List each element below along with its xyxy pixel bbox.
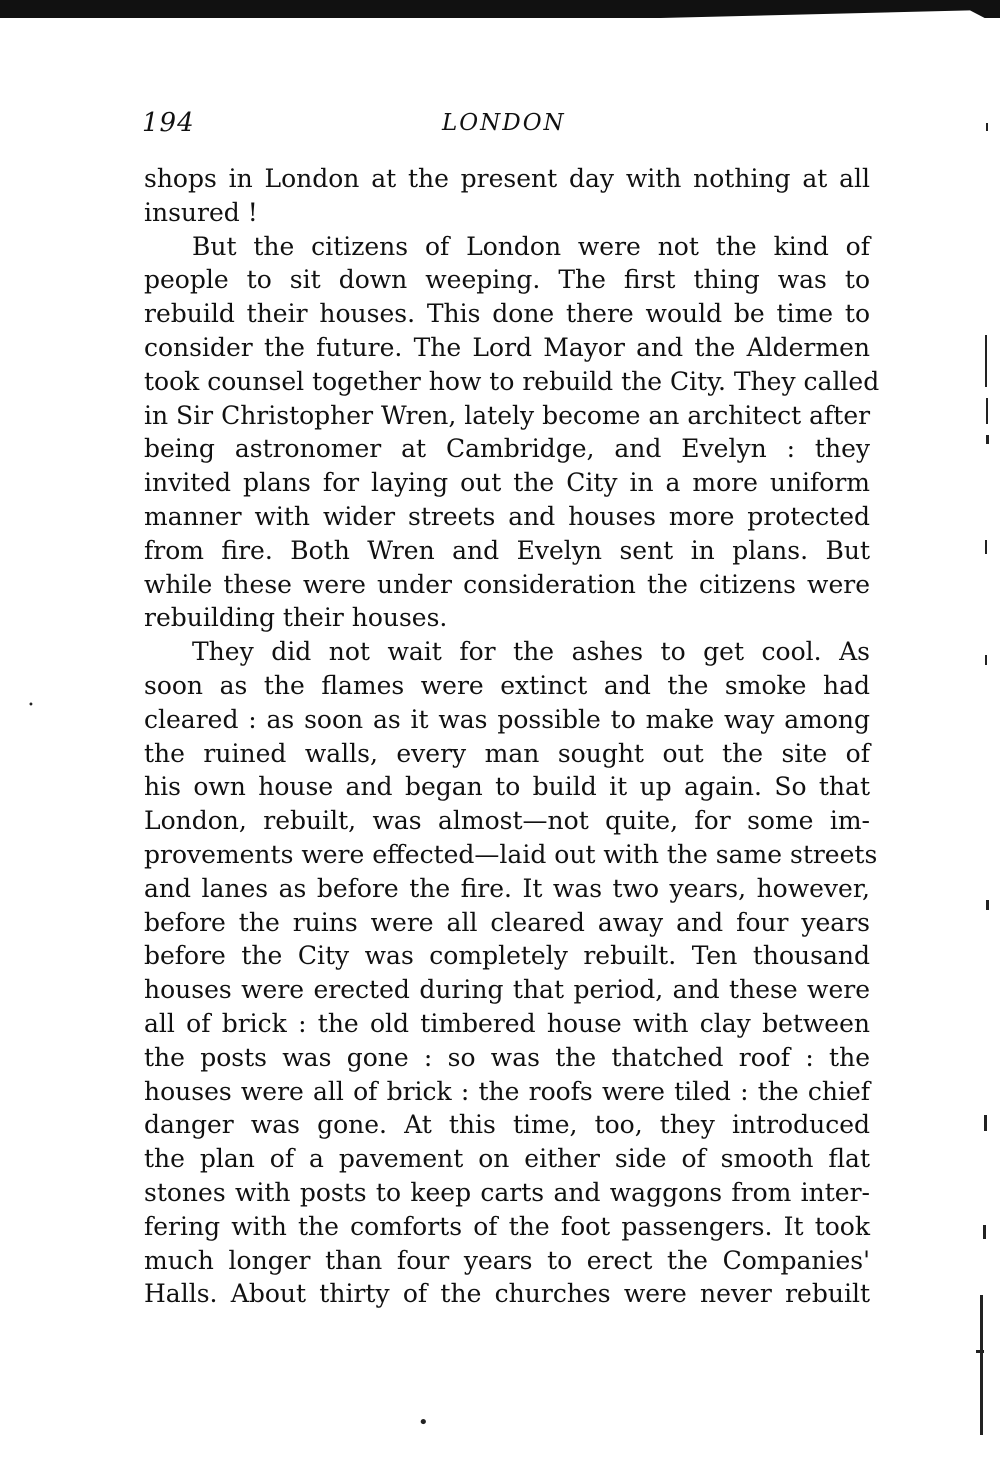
text-line: But the citizens of London were not the kind of <box>192 231 870 261</box>
text-line: from fire. Both Wren and Evelyn sent in plans. But <box>144 535 870 565</box>
top-border-rule <box>0 0 1000 26</box>
text-line: and lanes as before the fire. It was two years, however, <box>144 873 870 903</box>
text-line: cleared : as soon as it was possible to make way among <box>144 704 870 734</box>
scan-mark <box>986 900 989 910</box>
ink-speck: • <box>418 1412 429 1433</box>
text-line: the ruined walls, every man sought out the site of <box>144 738 870 768</box>
text-line: shops in London at the present day with nothing at all <box>144 164 870 193</box>
text-line: manner with wider streets and houses more protected <box>144 501 870 531</box>
running-head <box>142 108 872 148</box>
scan-mark <box>985 335 987 387</box>
scan-mark <box>986 398 988 424</box>
scan-mark <box>985 540 987 554</box>
text-line: danger was gone. At this time, too, they introduced <box>144 1110 870 1140</box>
text-line: fering with the comforts of the foot passengers. It took <box>144 1211 870 1241</box>
text-line: stones with posts to keep carts and waggons from inter- <box>144 1177 870 1207</box>
text-line: invited plans for laying out the City in a more uniform <box>144 468 870 498</box>
text-line: all of brick : the old timbered house with clay between <box>144 1008 870 1038</box>
scan-mark <box>984 1115 987 1131</box>
text-line: houses were erected during that period, and these were <box>144 975 870 1005</box>
text-line: Halls. About thirty of the churches were never rebuilt <box>144 1279 870 1309</box>
text-line: soon as the flames were extinct and the smoke had <box>144 670 870 700</box>
text-line: They did not wait for the ashes to get cool. As <box>192 637 870 667</box>
scan-mark <box>986 123 988 131</box>
text-line: rebuild their houses. This done there would be time to <box>144 299 870 329</box>
body-text <box>144 162 880 1311</box>
text-line: while these were under consideration the citizens were <box>144 569 870 599</box>
text-line: provements were effected—laid out with the same streets <box>144 839 878 869</box>
text-line: houses were all of brick : the roofs were tiled : the chief <box>144 1076 870 1106</box>
text-line: consider the future. The Lord Mayor and the Aldermen <box>144 332 870 362</box>
text-line: took counsel together how to rebuild the City. They called <box>144 366 880 396</box>
scan-mark <box>976 1350 984 1353</box>
text-line: the posts was gone : so was the thatched roof : the <box>144 1042 870 1072</box>
text-line: people to sit down weeping. The first thing was to <box>144 265 870 295</box>
text-line: insured ! <box>144 197 258 227</box>
text-line: the plan of a pavement on either side of smooth flat <box>144 1144 870 1174</box>
text-line: before the ruins were all cleared away and four years <box>144 907 870 937</box>
running-title: LONDON <box>442 110 566 136</box>
text-line: rebuilding their houses. <box>144 603 448 633</box>
scan-mark <box>986 435 989 444</box>
text-line: being astronomer at Cambridge, and Evelyn : they <box>144 434 870 464</box>
text-line: before the City was completely rebuilt. Ten thousand <box>144 941 870 971</box>
scan-mark <box>980 1295 983 1435</box>
scan-mark <box>983 1225 986 1239</box>
text-line: his own house and began to build it up again. So that <box>144 772 870 802</box>
page-number: 194 <box>142 108 195 138</box>
text-line: much longer than four years to erect the Companies' <box>144 1245 870 1275</box>
ink-speck: • <box>28 700 34 711</box>
scan-mark <box>985 655 987 665</box>
text-line: London, rebuilt, was almost—not quite, for some im- <box>144 806 870 836</box>
text-line: in Sir Christopher Wren, lately become an architect after <box>144 400 871 430</box>
